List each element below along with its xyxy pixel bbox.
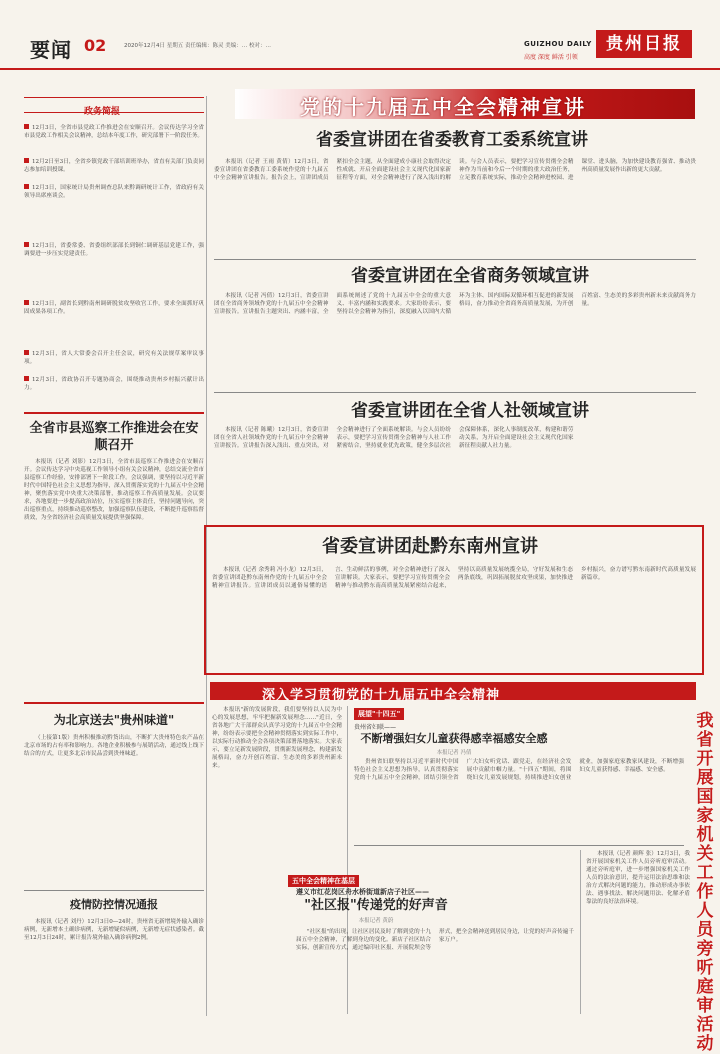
brief-item: 12月2日至3日，全省乡镇党政干部培训班举办，省直有关部门负责同志参加培训授课。	[24, 159, 204, 173]
byline: 本报记者 黄蔚	[358, 918, 394, 924]
brief-item: 12月3日，省委常委、省委组织部部长到铜仁调研基层党建工作，强调要进一步压实党建责任。	[24, 243, 204, 257]
article-body: 本报讯（记者 陈曦）12月3日，省委宣讲团在全省人社领域作党的十九届五中全会精神宣讲报告。宣讲报告深入浅出、重点突出，对全会精神进行了全面系统解读。与会人员纷纷表示，要把学习宣传贯彻全会精神与人社工作紧密结合，坚持就业优先政策，健全多层次社会保障体系，深化人事制度改革，构建和谐劳动关系，为开启全面建设社会主义现代化国家新征程贡献人社力量。	[214, 427, 574, 449]
bullet-icon	[24, 300, 29, 305]
divider	[24, 412, 204, 414]
section-label: 五中全会精神在基层	[288, 875, 359, 887]
page-section-name: 要闻	[30, 38, 72, 62]
brief-item: 12月3日，副省长到黔南州调研脱贫攻坚收官工作，要求全面抓好巩固成果各项工作。	[24, 301, 204, 315]
divider	[354, 845, 684, 846]
story-headline: 不断增强妇女儿童获得感幸福感安全感	[360, 732, 548, 745]
story-body: "社区报"的出现，让社区居民及时了解到党的十九届五中全会精神，了解到身边的变化。新店子社区结合实际，创新宣传方式，通过编印社区报、开展院坝会等形式，把全会精神送到居民身边，让党的好声音传遍千家万户。	[296, 929, 574, 951]
story-body: （上接第1版）贵州积极推动黔货出山，不断扩大贵州特色农产品在北京市场的占有率和影响力。各地企业积极参与展销活动，通过线上线下结合的方式，让更多北京市民品尝到贵州味道。	[24, 735, 204, 757]
brief-item: 12月3日，省政协召开专题协商会，围绕推动贵州乡村振兴献计出力。	[24, 377, 204, 391]
story-headline: 为北京送去"贵州味道"	[53, 713, 175, 727]
story-body: 本报讯（记者 颜辉 张）12月3日，我省开展国家机关工作人员旁听庭审活动。通过旁听庭审，进一步增强国家机关工作人员的法治意识，提升运用法治思维和法治方式解决问题的能力，推动形成办事依法、遇事找法、解决问题用法、化解矛盾靠法的良好法治环境。	[586, 851, 690, 905]
bullet-icon	[24, 350, 29, 355]
bullet-icon	[24, 158, 29, 163]
article-body: 本报讯（记者 王雨 黄倩）12月3日，省委宣讲团在省委教育工委系统作党的十九届五中全会精神宣讲报告。报告会上，宣讲团成员紧扣全会主题，从全面建成小康社会取得决定性成就、开启全面建设社会主义现代化国家新征程等方面，对全会精神进行了深入浅出的解读。与会人员表示，要把学习宣传贯彻全会精神作为当前和今后一个时期的重大政治任务，立足教育系统实际，推动全会精神进校园、进课堂、进头脑，为加快建设教育强省、推动贵州高质量发展作出新的更大贡献。	[214, 159, 696, 181]
divider	[24, 890, 204, 891]
story-body: 本报讯（记者 刘丹）12月3日0—24时，贵州省无新增境外输入确诊病例，无新增本土确诊病例，无新增疑似病例，无新增无症状感染者。截至12月3日24时，累计报告境外输入确诊病例2例。	[24, 919, 204, 941]
story-body: 本报讯"新的发展阶段，我们要坚持以人民为中心的发展思想，牢牢把握新发展理念……"近日，全省各地广大干部群众认真学习党的十九届五中全会精神，纷纷表示要把全会精神贯彻落实到实际工作中，以实际行动推动全会各项决策部署落地落实。大家表示，要立足新发展阶段，贯彻新发展理念，构建新发展格局，奋力开创百姓富、生态美的多彩贵州新未来。	[212, 707, 342, 769]
article-body: 本报讯（记者 余秀莉 冯小龙）12月3日，省委宣讲团赴黔东南州作党的十九届五中全会精神宣讲报告。宣讲团成员以通俗易懂的语言、生动鲜活的事例，对全会精神进行了深入宣讲解读。大家表示，要把学习宣传贯彻全会精神与推动黔东南高质量发展紧密结合起来，坚持以高质量发展统揽全局，守好发展和生态两条底线，巩固拓展脱贫攻坚成果，加快推进乡村振兴，奋力谱写黔东南新时代高质量发展新篇章。	[212, 567, 696, 589]
section-label: 展望"十四五"	[354, 708, 404, 720]
divider	[214, 392, 696, 393]
slogan: 高度 深度 鲜活 引领	[524, 54, 578, 61]
article-headline: 省委宣讲团在全省人社领域宣讲	[351, 401, 589, 421]
brief-item: 12月3日，省人大常委会召开主任会议，研究有关法规草案审议事项。	[24, 351, 204, 365]
article-headline: 省委宣讲团在全省商务领域宣讲	[351, 266, 589, 286]
newspaper-logo: 贵州日报	[596, 30, 692, 58]
vertical-headline: 我省开展国家机关工作人员旁听庭审活动	[696, 711, 714, 1054]
page-number: 02	[84, 36, 107, 55]
briefs-title: 政务简报	[84, 107, 121, 117]
theme-banner-title: 深入学习贯彻党的十九届五中全会精神	[262, 688, 501, 703]
story-headline: 疫情防控情况通报	[70, 898, 158, 911]
article-body: 本报讯（记者 冯倩）12月3日，省委宣讲团在全省商务领域作党的十九届五中全会精神宣讲报告。宣讲报告主题突出、内涵丰富，全面系统阐述了党的十九届五中全会的重大意义、丰富内涵和实践要求。大家纷纷表示，要坚持以全会精神为指引，深度融入以国内大循环为主体、国内国际双循环相互促进的新发展格局，奋力推动全省商务高质量发展，为开创百姓富、生态美的多彩贵州新未来贡献商务力量。	[214, 293, 696, 315]
bullet-icon	[24, 376, 29, 381]
issue-info: 2020年12月4日 星期五 责任编辑：陈灵 美编：… 校对：…	[124, 43, 271, 49]
english-name: GUIZHOU DAILY	[524, 40, 592, 48]
story-kicker: 遵义市红花岗区舟水桥街道新店子社区——	[296, 888, 429, 896]
story-body: 本报讯（记者 刘影）12月3日，全省市县巡察工作推进会在安顺召开。会议传达学习中央巡视工作领导小组有关会议精神，总结交流全省市县巡察工作经验，安排部署下一阶段工作。会议强调，要坚持以习近平新时代中国特色社会主义思想为指导，深入贯彻落实党的十九届五中全会精神，聚焦落实党中央重大决策部署，推动巡察工作高质量发展。会议要求，各地要进一步提高政治站位，压实巡察主体责任，坚持问题导向，突出巡察重点，持续推动巡察整改，加强巡察队伍建设，不断提升巡察监督质效，为全省经济社会高质量发展提供坚强保障。	[24, 459, 204, 521]
article-headline: 省委宣讲团在省委教育工委系统宣讲	[316, 130, 588, 150]
divider	[24, 702, 204, 704]
brief-item: 12月3日，国家统计局贵州调查总队来黔调研统计工作，省政府有关领导出席座谈会。	[24, 185, 204, 199]
section-banner-title: 党的十九届五中全会精神宣讲	[300, 95, 586, 119]
story-body: 贵州省妇联坚持以习近平新时代中国特色社会主义思想为指导，认真贯彻落实党的十九届五中全会精神，团结引领全省广大妇女听党话、跟党走，在经济社会发展中贡献巾帼力量。"十四五"期间，将围绕妇女儿童发展规划，持续推进妇女创业就业，加强家庭家教家风建设，不断增强妇女儿童获得感、幸福感、安全感。	[354, 759, 684, 781]
story-headline: 全省市县巡察工作推进会在安顺召开	[29, 421, 199, 453]
byline: 本报记者 冯倩	[436, 750, 472, 756]
brief-item: 12月3日，全省市县党政工作推进会在安顺召开。会议传达学习全省市县党政工作相关会议精神，总结本年度工作，研究部署下一阶段任务。	[24, 125, 204, 139]
story-headline: "社区报"传递党的好声音	[304, 898, 448, 913]
bullet-icon	[24, 124, 29, 129]
divider	[214, 259, 696, 260]
bullet-icon	[24, 184, 29, 189]
story-kicker: 贵州省妇联——	[354, 724, 397, 731]
article-headline: 省委宣讲团赴黔东南州宣讲	[322, 536, 538, 557]
bullet-icon	[24, 242, 29, 247]
column-rule	[580, 850, 581, 1014]
